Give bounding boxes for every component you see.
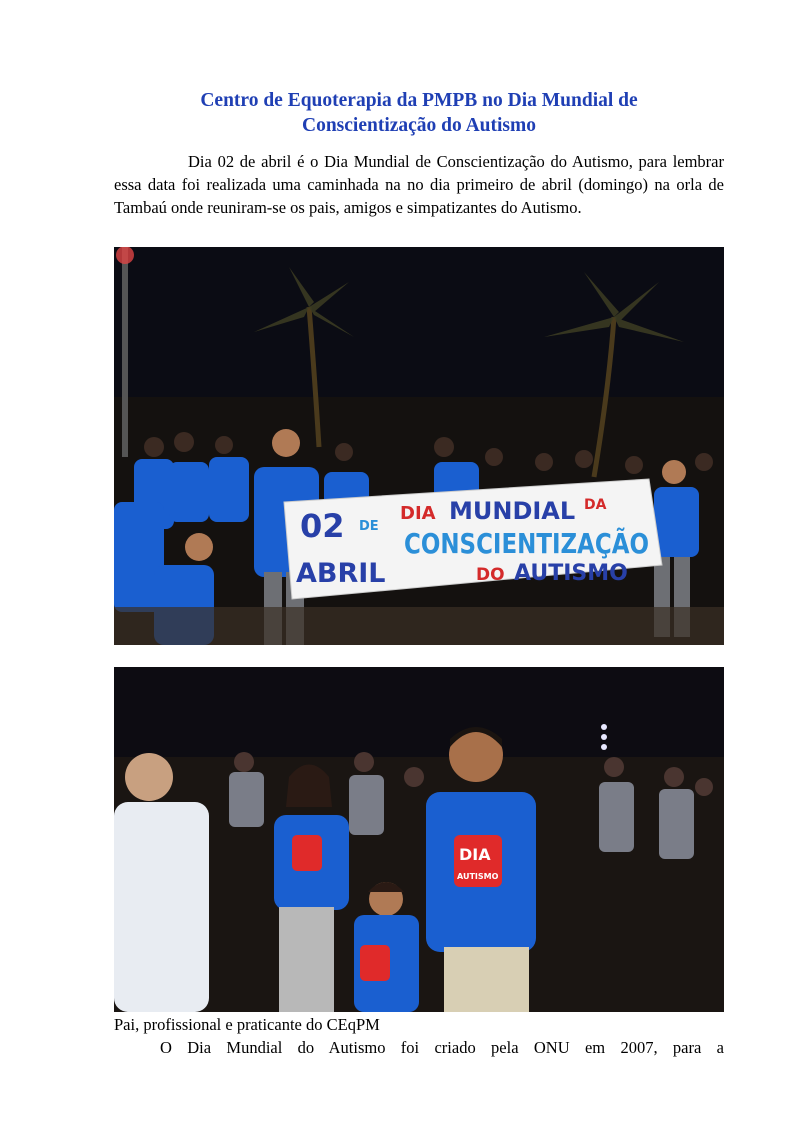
banner-line-1c: DA [584,497,607,513]
title-line-2: Conscientização do Autismo [302,115,536,136]
banner-line-1b: MUNDIAL [449,497,576,525]
title-line-1: Centro de Equoterapia da PMPB no Dia Mundial de [200,90,638,111]
photo-family-image [114,667,724,1012]
shirt-logo-text-bottom: AUTISMO [457,872,499,881]
closing-paragraph [114,1037,724,1059]
banner-line-3b: AUTISMO [514,561,628,586]
banner-date-month: ABRIL [296,558,386,589]
page-title [114,88,724,138]
photo-caption: Pai, profissional e praticante do CEqPM [114,1015,380,1034]
banner-line-3a: DO [476,565,505,585]
photo-family [114,667,724,1012]
banner-line-1a: DIA [400,503,436,524]
banner-date-day: 02 [300,507,345,545]
banner-line-2: CONSCIENTIZAÇÃO [404,527,703,560]
photo-walk-banner [114,247,724,645]
banner-date-de: DE [359,519,379,534]
intro-text: Dia 02 de abril é o Dia Mundial de Conscientização do Autismo, para lembrar essa data foi realizada uma caminhada na no dia primeiro de abril (domingo) na orla de Tambaú onde reuniram-se os pais, amigos e simpatizantes do Autismo. [114,152,724,217]
intro-paragraph [114,150,724,219]
shirt-logo-text-top: DIA [459,845,491,864]
closing-text: O Dia Mundial do Autismo foi criado pela ONU em 2007, para a [160,1038,724,1057]
photo-walk-banner-image [114,247,724,645]
